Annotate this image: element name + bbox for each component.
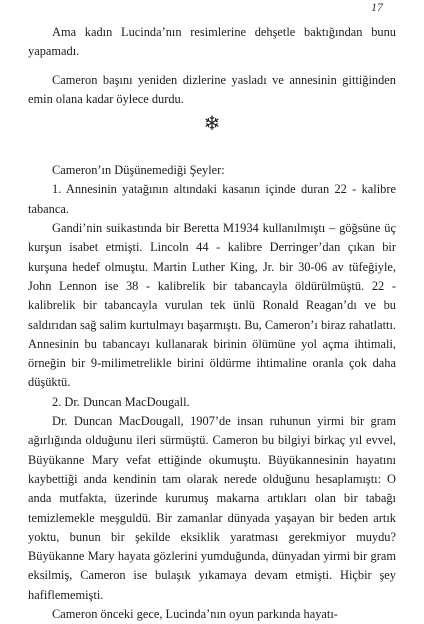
paragraph: Gandi’nin suikastında bir Beretta M1934 kullanılmıştı – göğsüne üç kurşun isabet etmişti. Lincoln 44 - kalibre Derringer’dan çıkan bir kurşuna hedef olmuştu. Martin Luther King, Jr. bir 30-06 av tüfeğiyle, John Lennon ise 38 - kalibrelik bir tabancayla öldürülmüştü. 22 - kalibrelik bir tabancayla vurulan tek ünlü Ronald Reagan’dı ve bu saldırıdan sağ salim kurtulmayı başarmıştı. Bu, Cameron’ı biraz rahatlattı. Annesinin bu tabancayı kullanarak birinin ölümüne yol açma ihtimali, örneğin bir 9-milimetrelikle birini öldürme ihtimaline oranla çok daha düşüktü. <box>28 221 396 390</box>
snowflake-ornament-icon: ❄ <box>203 113 221 136</box>
paragraph: Ama kadın Lucinda’nın resimlerine dehşetle baktığından bunu yapamadı. <box>28 25 396 59</box>
paragraph: Dr. Duncan MacDougall, 1907’de insan ruhunun yirmi bir gram ağırlığında olduğunu ileri sürmüştü. Cameron bu bilgiyi birkaç yıl evvel, Büyükanne Mary vefat ettiğinde okumuştu. Büyükannesinin hayatını kaybettiği anda kendinin tam olarak nerede olduğunu hesaplamıştı: O anda mutfakta, üzerinde kurumuş makarna artıkları olan bir tabağı temizlemekle meşguldü. Bir zamanlar dünyada yaşayan bir beden artık yoktu, bunun bir şekilde eksiklik yaratması gerekmiyor muydu? Büyükanne Mary hayata gözlerini yumduğunda, dünyadan yirmi bir gram eksilmiş, Cameron ise bulaşık yıkamaya devam etmişti. Hiçbir şey hafiflememişti. <box>28 414 396 602</box>
paragraph: Cameron başını yeniden dizlerine yasladı ve annesinin gittiğinden emin olana kadar öylece durdu. <box>28 72 396 106</box>
page-number: 17 <box>371 0 383 14</box>
list-item: 1. Annesinin yatağının altındaki kasanın içinde duran 22 - kalibre tabanca. <box>28 182 396 216</box>
paragraph: Cameron önceki gece, Lucinda’nın oyun parkında hayatı- <box>52 607 338 622</box>
section-heading: Cameron’ın Düşünemediği Şeyler: <box>52 163 225 178</box>
list-item: 2. Dr. Duncan MacDougall. <box>52 394 190 409</box>
body-text <box>28 23 396 624</box>
